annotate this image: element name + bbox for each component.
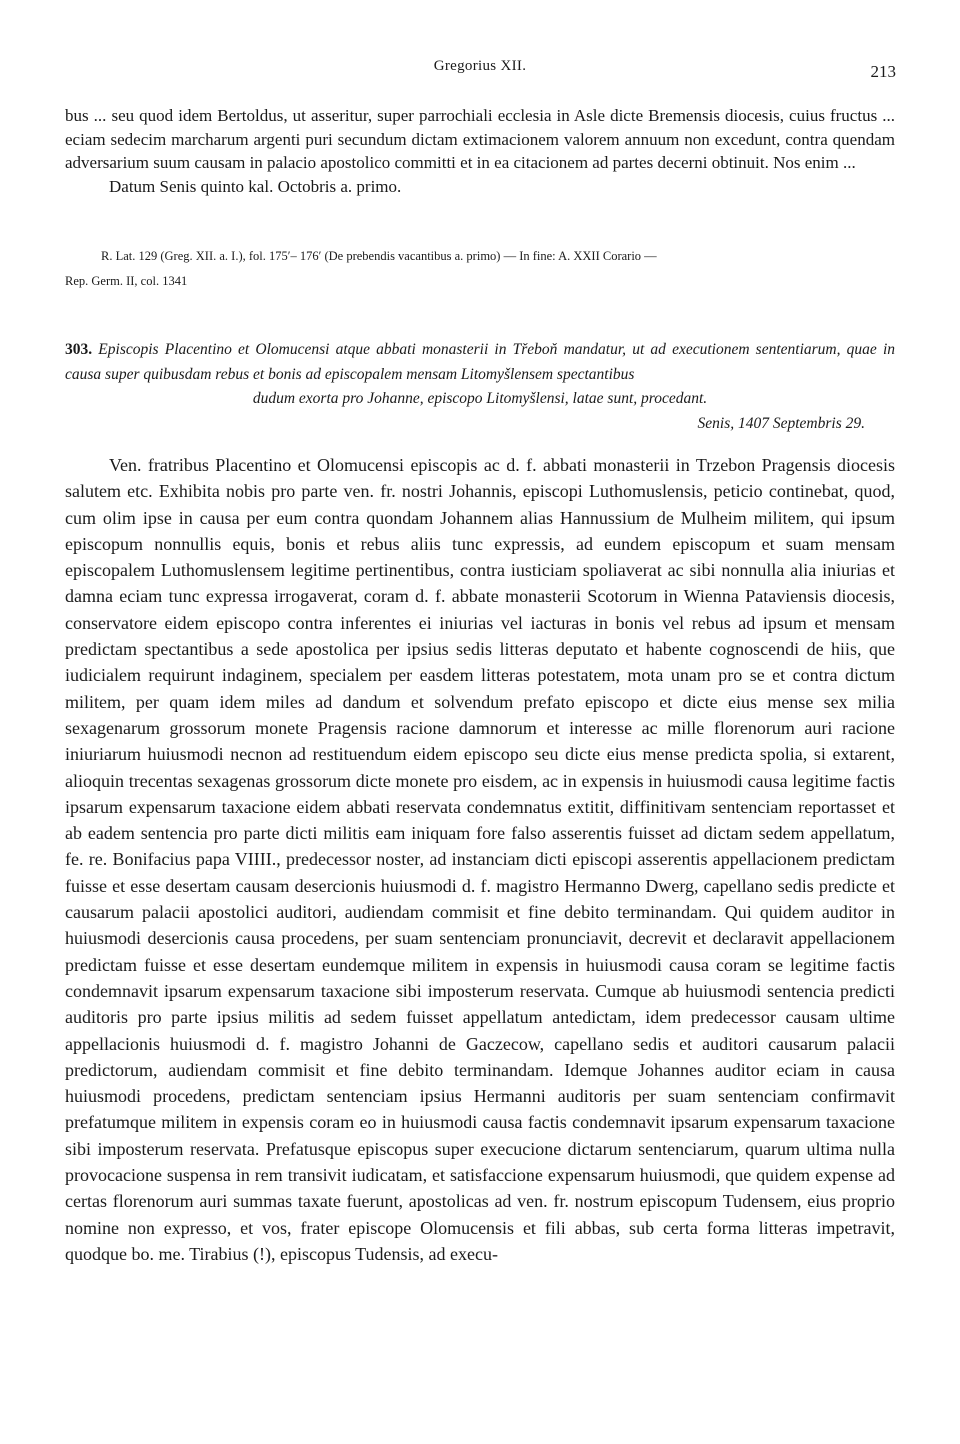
previous-entry-text: bus ... seu quod idem Bertoldus, ut asseritur, super parrochiali ecclesia in Asle dicte Bremensis diocesis, cuius fructus ... eciam sedecim marcharum argenti puri secundum dictam extimacionem valorem annuum non excedunt, contra quendam adversarium suum causam in palacio apostolico committi et in ea citacionem ad partes decerni obtinuit. Nos enim ...: [65, 106, 895, 173]
entry-body: [65, 452, 895, 1267]
entry-body-paragraph: Ven. fratribus Placentino et Olomucensi episcopis ac d. f. abbati monasterii in Trzebon Pragensis diocesis salutem etc. Exhibita nobis pro parte ven. fr. nostri Johannis, episcopi Luthomuslensis, peticio continebat, quod, cum olim ipse in causa per eum contra quondam Johannem alias Hannussium de Mulheim militem, qui ipsum episcopum nonnullis equis, bonis et rebus aliis tunc expressis, ad eundem episcopum et suam mensam episcopalem Luthomuslensem legitime pertinentibus, contra iusticiam spoliaverat ac sibi nonnulla alia iniurias et damna eciam tunc expressa irrogaverat, coram d. f. abbate monasterii Scotorum in Wienna Pataviensis diocesis, conservatore eidem episcopo contra inferentes ei iniurias vel iacturas in bonis vel rebus ad ipsum et mensam predictam spectantibus a sede apostolica per ipsius sedis litteras deputato et habente cognoscendi de hiis, que iudicialem requirunt indaginem, specialem per easdem litteras potestatem, mota unam pro se et contra dictum militem, per quam idem miles ad dandum et solvendum prefato episcopo et dicte eius mense sex milia sexagenarum grossorum monete Pragensis racione damnorum et interesse ac mille florenorum auri racione iniuriarum huiusmodi necnon ad restituendum eidem episcopo seu dicte eius mense predicta spolia, si extarent, alioquin trecentas sexagenas grossorum dicte monete pro eisdem, ac in expensis in huiusmodi causa legitime factis ipsarum expensarum taxacione eidem abbati reservata condemnatus extitit, diffinitivam sentenciam reportasset et ab eadem sentencia pro parte dicti militis eam iniquam fore falso asserentis fuisset ad dictam sedem appellatum, fe. re. Bonifacius papa VIIII., predecessor noster, ad instanciam dicti episcopi asserentis appellacionem predictam fuisse et esse desertam causam desercionis huiusmodi d. f. magistro Hermanno Dwerg, capellano sedis predicte et causarum palacii apostolici auditori, audiendam commisit et fine debito terminandam. Qui quidem auditor in huiusmodi desercionis causa procedens, per suam sentenciam pronunciavit, decrevit et declaravit appellacionem predictam fuisse et esse desertam eundemque militem in expensis in huiusmodi causa coram se legitime factis condemnavit ipsarum expensarum taxacione sibi imposterum reservata. Cumque ab huiusmodi sentencia predicti auditoris pro parte ipsius militis ad sedem fuisset appellatum antedictam, idem predecessor causam ultime appellacionis huiusmodi d. f. magistro Johanni de Gaczecow, capellano sedis et auditori causarum palacii predictorum, audiendam commisit et fine debito terminandam. Idemque Johannes auditor eciam in causa huiusmodi procedens, predictam sentenciam ipsius Hermanni auditoris per suam sentenciam confirmavit prefatumque militem in expensis coram eo in huiusmodi causa factis condemnavit ipsarum expensarum taxacione sibi imposterum reservata. Prefatusque episcopus super execucione dictarum sentenciarum, quarum ultima nulla provocacione suspensa in rem transivit iudicatam, et satisfaccione expensarum huiusmodi, que quidem expense ad certas florenorum auri summas taxate fuerunt, apostolicas ad ven. fr. nostrum episcopum Tudensem, eius proprio nomine non expresso, et vos, frater episcope Olomucensis et fili abbas, sub certa forma litteras impetravit, quodque bo. me. Tirabius (!), episcopus Tudensis, ad execu-: [65, 455, 895, 1264]
entry-number: 303.: [65, 341, 93, 358]
archive-reference-line-1: R. Lat. 129 (Greg. XII. a. I.), fol. 175′– 176′ (De prebendis vacantibus a. primo) — In fine: A. XXII Corario —: [101, 249, 657, 263]
archive-reference: [65, 244, 895, 294]
previous-entry-dated: Datum Senis quinto kal. Octobris a. primo.: [109, 176, 402, 196]
page-number: 213: [870, 62, 896, 81]
entry-summary: [65, 338, 895, 387]
entry-place-date: Senis, 1407 Septembris 29.: [697, 414, 865, 432]
entry-summary-text: Episcopis Placentino et Olomucensi atque abbati monasterii in Třeboň mandatur, ut ad executionem sententiarum, quae in causa super quibusdam rebus et bonis ad episcopalem mensam Litomyšlensem spectantibus: [65, 341, 896, 383]
previous-entry-continuation: [65, 104, 895, 198]
archive-reference-line-2: Rep. Germ. II, col. 1341: [65, 274, 188, 288]
entry-header: [65, 338, 895, 436]
running-title: Gregorius XII.: [433, 58, 527, 74]
entry-summary-last-line: dudum exorta pro Johanne, episcopo Litomyšlensi, latae sunt, procedant.: [252, 390, 708, 407]
